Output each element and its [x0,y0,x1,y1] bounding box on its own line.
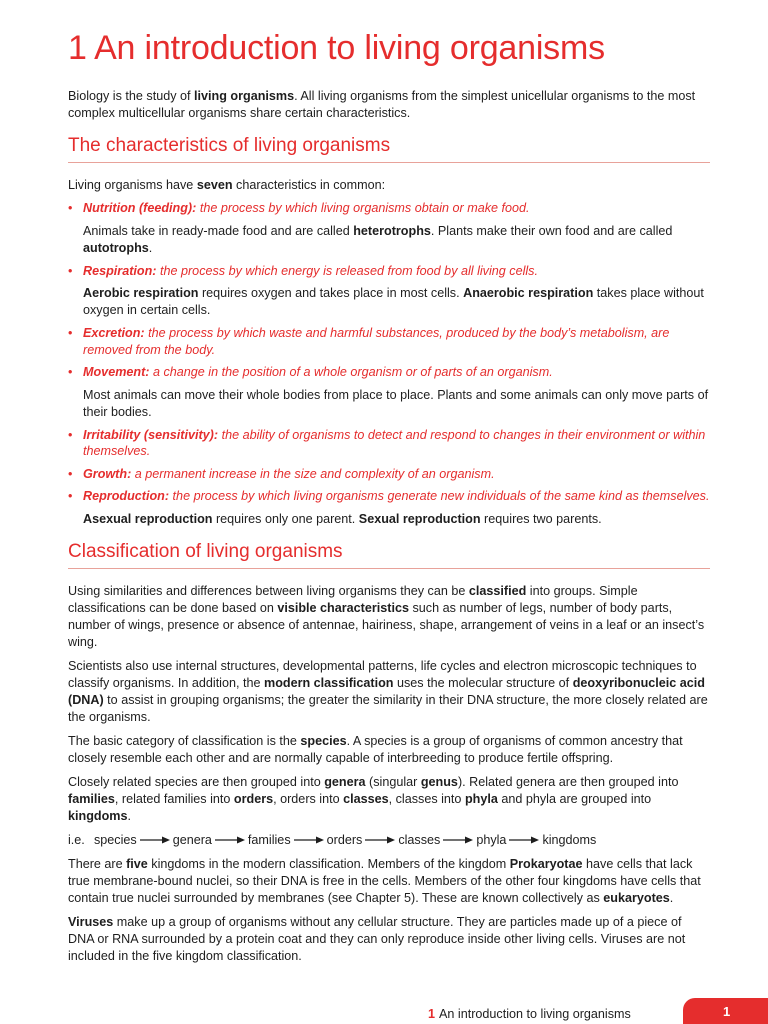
bold-term: genera [324,774,366,789]
characteristic-definition [68,466,710,483]
text-run: uses the molecular structure of [393,675,573,690]
characteristic-definition [68,427,710,460]
text-run: , orders into [273,791,344,806]
classification-hierarchy [68,832,710,849]
bullet-icon: • [68,466,73,481]
lead-bold: seven [196,178,233,192]
text-run: ). Related genera are then grouped into [457,774,679,789]
section-heading-classification: Classification of living organisms [68,540,710,569]
text-run: requires only one parent. [212,511,359,526]
footer-chapter-number: 1 [428,1007,436,1021]
characteristic-definition [68,263,710,280]
characteristic-detail [68,285,710,319]
hierarchy-rank: genera [172,832,212,847]
intro-bold: living organisms [194,89,295,103]
bullet-icon: • [68,365,73,379]
page-content [68,26,710,965]
bullet-icon: • [68,201,73,215]
classification-paragraph [68,733,710,767]
hierarchy-prefix: i.e. [68,832,85,847]
text-run: . Plants make their own food and are called [430,223,673,238]
characteristic-item [68,488,710,528]
bold-term: heterotrophs [353,223,431,238]
intro-paragraph [68,88,710,122]
bold-term: visible characteristics [277,600,409,615]
characteristic-term: Respiration: [83,263,157,278]
characteristic-text: the ability of organisms to detect and respond to changes in their environment or within themselves. [83,427,706,458]
page-title: 1 An introduction to living organisms [68,29,605,67]
bold-term: eukaryotes [603,890,670,905]
bold-term: five [126,856,148,871]
characteristic-term: Excretion: [83,326,145,340]
characteristic-text: a change in the position of a whole organism or of parts of an organism. [149,365,553,379]
characteristic-term: Movement: [83,365,150,379]
characteristic-item [68,466,710,483]
characteristic-text: a permanent increase in the size and complexity of an organism. [131,466,495,481]
hierarchy-rank: kingdoms [542,832,597,847]
text-run: takes place without oxygen in certain cells. [83,286,704,317]
bold-term: species [300,733,347,748]
arrow-right-icon [294,835,324,845]
page-number-tab [683,998,768,1024]
hierarchy-rank: orders [326,832,363,847]
bullet-icon: • [68,263,73,278]
hierarchy-rank: species [94,832,137,847]
text-run: . [148,240,153,255]
classification-body [68,583,710,965]
bold-term: autotrophs [83,240,149,255]
arrow-right-icon [443,835,473,845]
classification-paragraph [68,658,710,726]
bold-term: modern classification [264,675,394,690]
bold-term: families [68,791,115,806]
page-number: 1 [723,1004,731,1019]
bullet-icon: • [68,427,73,442]
arrow-right-icon [140,835,170,845]
text-run: Most animals can move their whole bodies from place to place. Plants and some animals can only move parts of their bodies. [83,387,709,419]
bold-term: Sexual reproduction [358,511,481,526]
bold-term: classes [343,791,389,806]
characteristics-list [68,200,710,528]
characteristic-term: Reproduction: [83,489,170,503]
text-run: Scientists also use internal structures, developmental patterns, life cycles and electron microscopic techniques to classify organisms. In addition, the [68,658,697,690]
characteristic-item [68,200,710,257]
text-run: to assist in grouping organisms; the greater the similarity in their DNA structure, the more closely related are the organisms. [68,692,708,724]
section-heading-characteristics: The characteristics of living organisms [68,134,710,163]
text-run: . [127,808,131,823]
bold-term: genus [420,774,458,789]
lead-text: Living organisms have [68,178,197,192]
text-run: Animals take in ready-made food and are called [83,223,354,238]
characteristic-definition [68,488,710,505]
text-run: Closely related species are then grouped into [68,774,325,789]
bold-term: Asexual reproduction [83,511,213,526]
characteristic-term: Nutrition (feeding): [83,201,197,215]
bold-term: Viruses [68,914,114,929]
arrow-right-icon [215,835,245,845]
hierarchy-rank: families [247,832,291,847]
characteristic-detail [68,511,710,528]
hierarchy-rank: phyla [476,832,507,847]
characteristic-text: the process by which living organisms generate new individuals of the same kind as themselves. [169,489,710,503]
bold-term: Aerobic respiration [83,286,199,300]
bold-term: phyla [464,791,498,806]
lead-text: characteristics in common: [232,178,386,192]
bold-term: Anaerobic respiration [463,286,594,300]
classification-paragraph [68,856,710,907]
classification-paragraph [68,774,710,825]
bold-term: deoxyribonucleic acid (DNA) [68,675,705,707]
bold-term: orders [233,791,274,806]
text-run: into groups. Simple classifications can be done based on [68,583,638,615]
classification-paragraph [68,583,710,651]
text-run: . A species is a group of organisms of common ancestry that closely resemble each other and are normally capable of interbreeding to produce fertile offspring. [68,733,683,765]
text-run: and phyla are grouped into [497,791,652,806]
bullet-icon: • [68,489,73,503]
text-run: such as number of legs, number of body parts, number of wings, presence or absence of antennae, hairiness, shape, arrangement of veins in a leaf or an insect’s wing. [68,600,705,649]
text-run: (singular [365,774,421,789]
intro-text: Biology is the study of [68,89,195,103]
text-run: Using similarities and differences between living organisms they can be [68,583,469,598]
characteristic-item [68,325,710,358]
arrow-right-icon [365,835,395,845]
page-footer [428,1006,631,1022]
characteristics-lead [68,177,710,194]
bold-term: Prokaryotae [509,856,583,871]
bold-term: kingdoms [68,808,128,823]
characteristic-definition [68,200,710,217]
characteristic-item [68,263,710,320]
hierarchy-rank: classes [398,832,441,847]
text-run: requires oxygen and takes place in most cells. [198,286,464,300]
intro-text: . All living organisms from the simplest unicellular organisms to the most complex multicellular organisms share certain characteristics. [68,89,696,120]
characteristic-definition [68,325,710,358]
characteristic-item [68,364,710,421]
text-run: There are [68,856,127,871]
characteristic-term: Growth: [83,466,132,481]
characteristic-text: the process by which waste and harmful substances, produced by the body’s metabolism, are removed from the body. [83,326,670,357]
characteristic-detail [68,223,710,257]
text-run: The basic category of classification is the [68,733,301,748]
text-run: have cells that lack true membrane-bound nuclei, so their DNA is free in the cells. Members of the other four kingdoms have cells that contain true nuclei surrounded by membranes (see Chapter 5). These are known collectively as [68,856,701,905]
characteristic-detail [68,387,710,421]
characteristic-text: the process by which energy is released from food by all living cells. [156,263,538,278]
characteristic-item [68,427,710,460]
bold-term: classified [468,583,527,598]
characteristic-text: the process by which living organisms obtain or make food. [196,201,530,215]
characteristic-definition [68,364,710,381]
footer-chapter-title: An introduction to living organisms [439,1007,631,1021]
characteristic-term: Irritability (sensitivity): [83,427,219,442]
text-run: make up a group of organisms without any cellular structure. They are particles made up of a piece of DNA or RNA surrounded by a protein coat and they can only reproduce inside other living cells. Viruses are not included in the five kingdom classification. [68,914,686,963]
text-run: kingdoms in the modern classification. Members of the kingdom [147,856,510,871]
arrow-right-icon [509,835,539,845]
classification-paragraph [68,914,710,965]
text-run: , related families into [114,791,234,806]
text-run: , classes into [388,791,465,806]
text-run: . [669,890,674,905]
text-run: requires two parents. [480,511,602,526]
bullet-icon: • [68,326,73,340]
